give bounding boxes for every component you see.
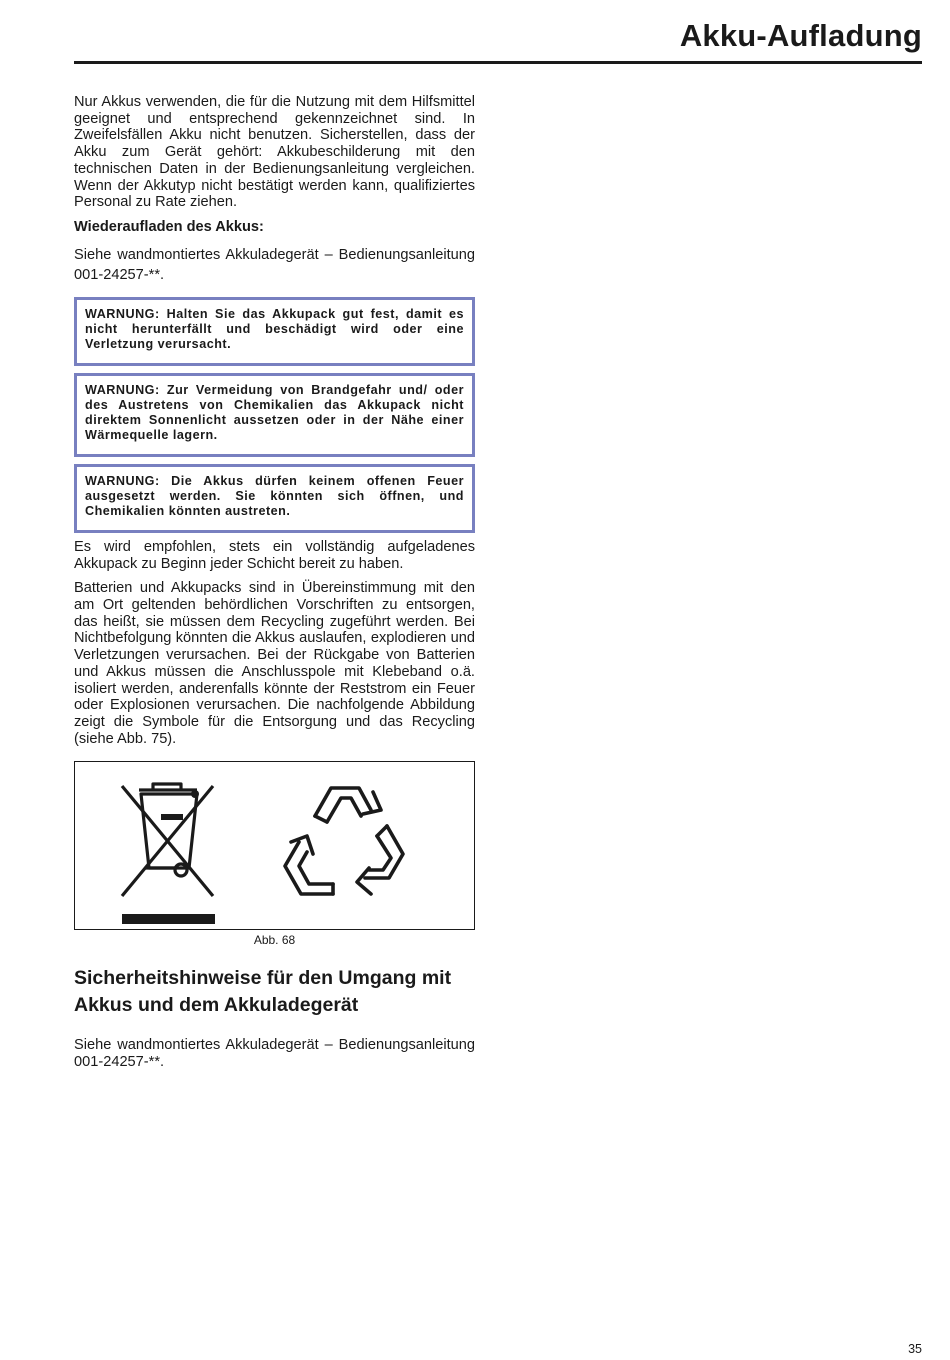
disposal-paragraph: Batterien und Akkupacks sind in Übereinstimmung mit den am Ort geltenden behördlichen Vorschriften zu entsorgen, das heißt, sie müssen dem Recycling zugeführt werden. Bei Nichtbefolgung könnten die Akkus auslaufen, explodieren und Verletzungen verursachen. Bei der Rückgabe von Batterien und Akkus müssen die Anschlusspole mit Klebeband o.ä. isoliert werden, anderenfalls könnte der Reststrom ein Feuer oder Explosionen verursachen. Die nachfolgende Abbildung zeigt die Symbole für die Entsorgung und das Recycling (siehe Abb. 75). [74, 580, 475, 747]
recommendation-paragraph: Es wird empfohlen, stets ein vollständig aufgeladenes Akkupack zu Beginn jeder Schicht bereit zu haben. [74, 538, 475, 572]
recycling-icon [277, 780, 411, 912]
recharge-heading: Wiederaufladen des Akkus: [74, 218, 264, 235]
safety-reference: Siehe wandmontiertes Akkuladegerät – Bedienungsanleitung 001-24257-**. [74, 1037, 475, 1071]
page-number: 35 [908, 1342, 922, 1356]
figure-caption: Abb. 68 [253, 933, 296, 948]
recharge-reference: Siehe wandmontiertes Akkuladegerät – Bedienungsanleitung 001-24257-**. [74, 246, 475, 283]
main-column [74, 94, 475, 1079]
intro-paragraph: Nur Akkus verwenden, die für die Nutzung mit dem Hilfsmittel geeignet und entsprechend gekennzeichnet sind. In Zweifelsfällen Akku nicht benutzen. Sicherstellen, dass der Akku zum Gerät gehört: Akkubeschilderung mit den technischen Daten in der Bedienungsanleitung vergleichen. Wenn der Akkutyp nicht bestätigt werden kann, qualifiziertes Personal zu Rate ziehen. [74, 94, 475, 211]
warning-box [74, 297, 475, 366]
disposal-figure [74, 761, 475, 930]
warning-box [74, 373, 475, 457]
safety-heading: Sicherheitshinweise für den Umgang mit Akkus und dem Akkuladegerät [74, 967, 452, 1017]
warning-text: WARNUNG: Halten Sie das Akkupack gut fest, damit es nicht herunterfällt und beschädigt wird oder eine Verletzung verursacht. [85, 306, 464, 351]
warning-text: WARNUNG: Zur Vermeidung von Brandgefahr und/ oder des Austretens von Chemikalien das Akkupack nicht direktem Sonnenlicht aussetzen oder in der Nähe einer Wärmequelle lagern. [85, 382, 464, 442]
warning-text: WARNUNG: Die Akkus dürfen keinem offenen Feuer ausgesetzt werden. Sie könnten sich öffnen, und Chemikalien könnten austreten. [85, 473, 464, 518]
title-rule [74, 61, 922, 64]
warning-box [74, 464, 475, 533]
page-title: Akku-Aufladung [679, 18, 922, 53]
crossed-out-wheelie-bin-icon [119, 772, 217, 924]
